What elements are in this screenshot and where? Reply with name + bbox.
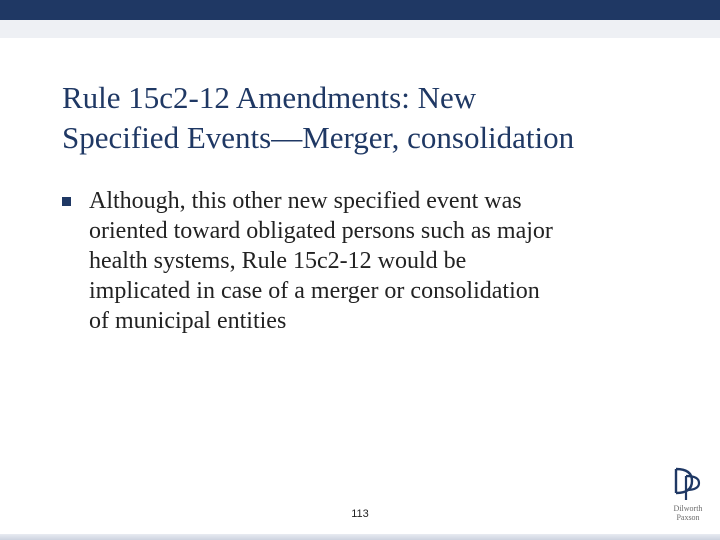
logo-wordmark	[664, 504, 712, 522]
bullet-text	[89, 186, 682, 336]
bullet-line: implicated in case of a merger or consolidation	[89, 278, 540, 304]
bullet-line: of municipal entities	[89, 308, 287, 334]
logo-line: Dilworth	[673, 504, 703, 513]
page-number: 113	[351, 508, 369, 520]
logo-line: Paxson	[676, 513, 700, 522]
top-accent-bar	[0, 0, 720, 20]
bullet-line: Although, this other new specified event was	[89, 188, 522, 214]
bullet-line: oriented toward obligated persons such as major	[89, 218, 553, 244]
slide-title	[62, 78, 702, 158]
header-band	[0, 20, 720, 38]
dp-monogram-icon	[672, 466, 704, 502]
bullet-line: health systems, Rule 15c2-12 would be	[89, 248, 467, 274]
square-bullet-icon	[62, 197, 71, 206]
bullet-item	[62, 186, 682, 336]
bullet-list	[62, 186, 682, 336]
company-logo	[664, 466, 712, 526]
footer-rule	[0, 534, 720, 540]
slide-title-line: Specified Events—Merger, consolidation	[62, 120, 575, 155]
slide-title-line: Rule 15c2-12 Amendments: New	[62, 80, 477, 115]
